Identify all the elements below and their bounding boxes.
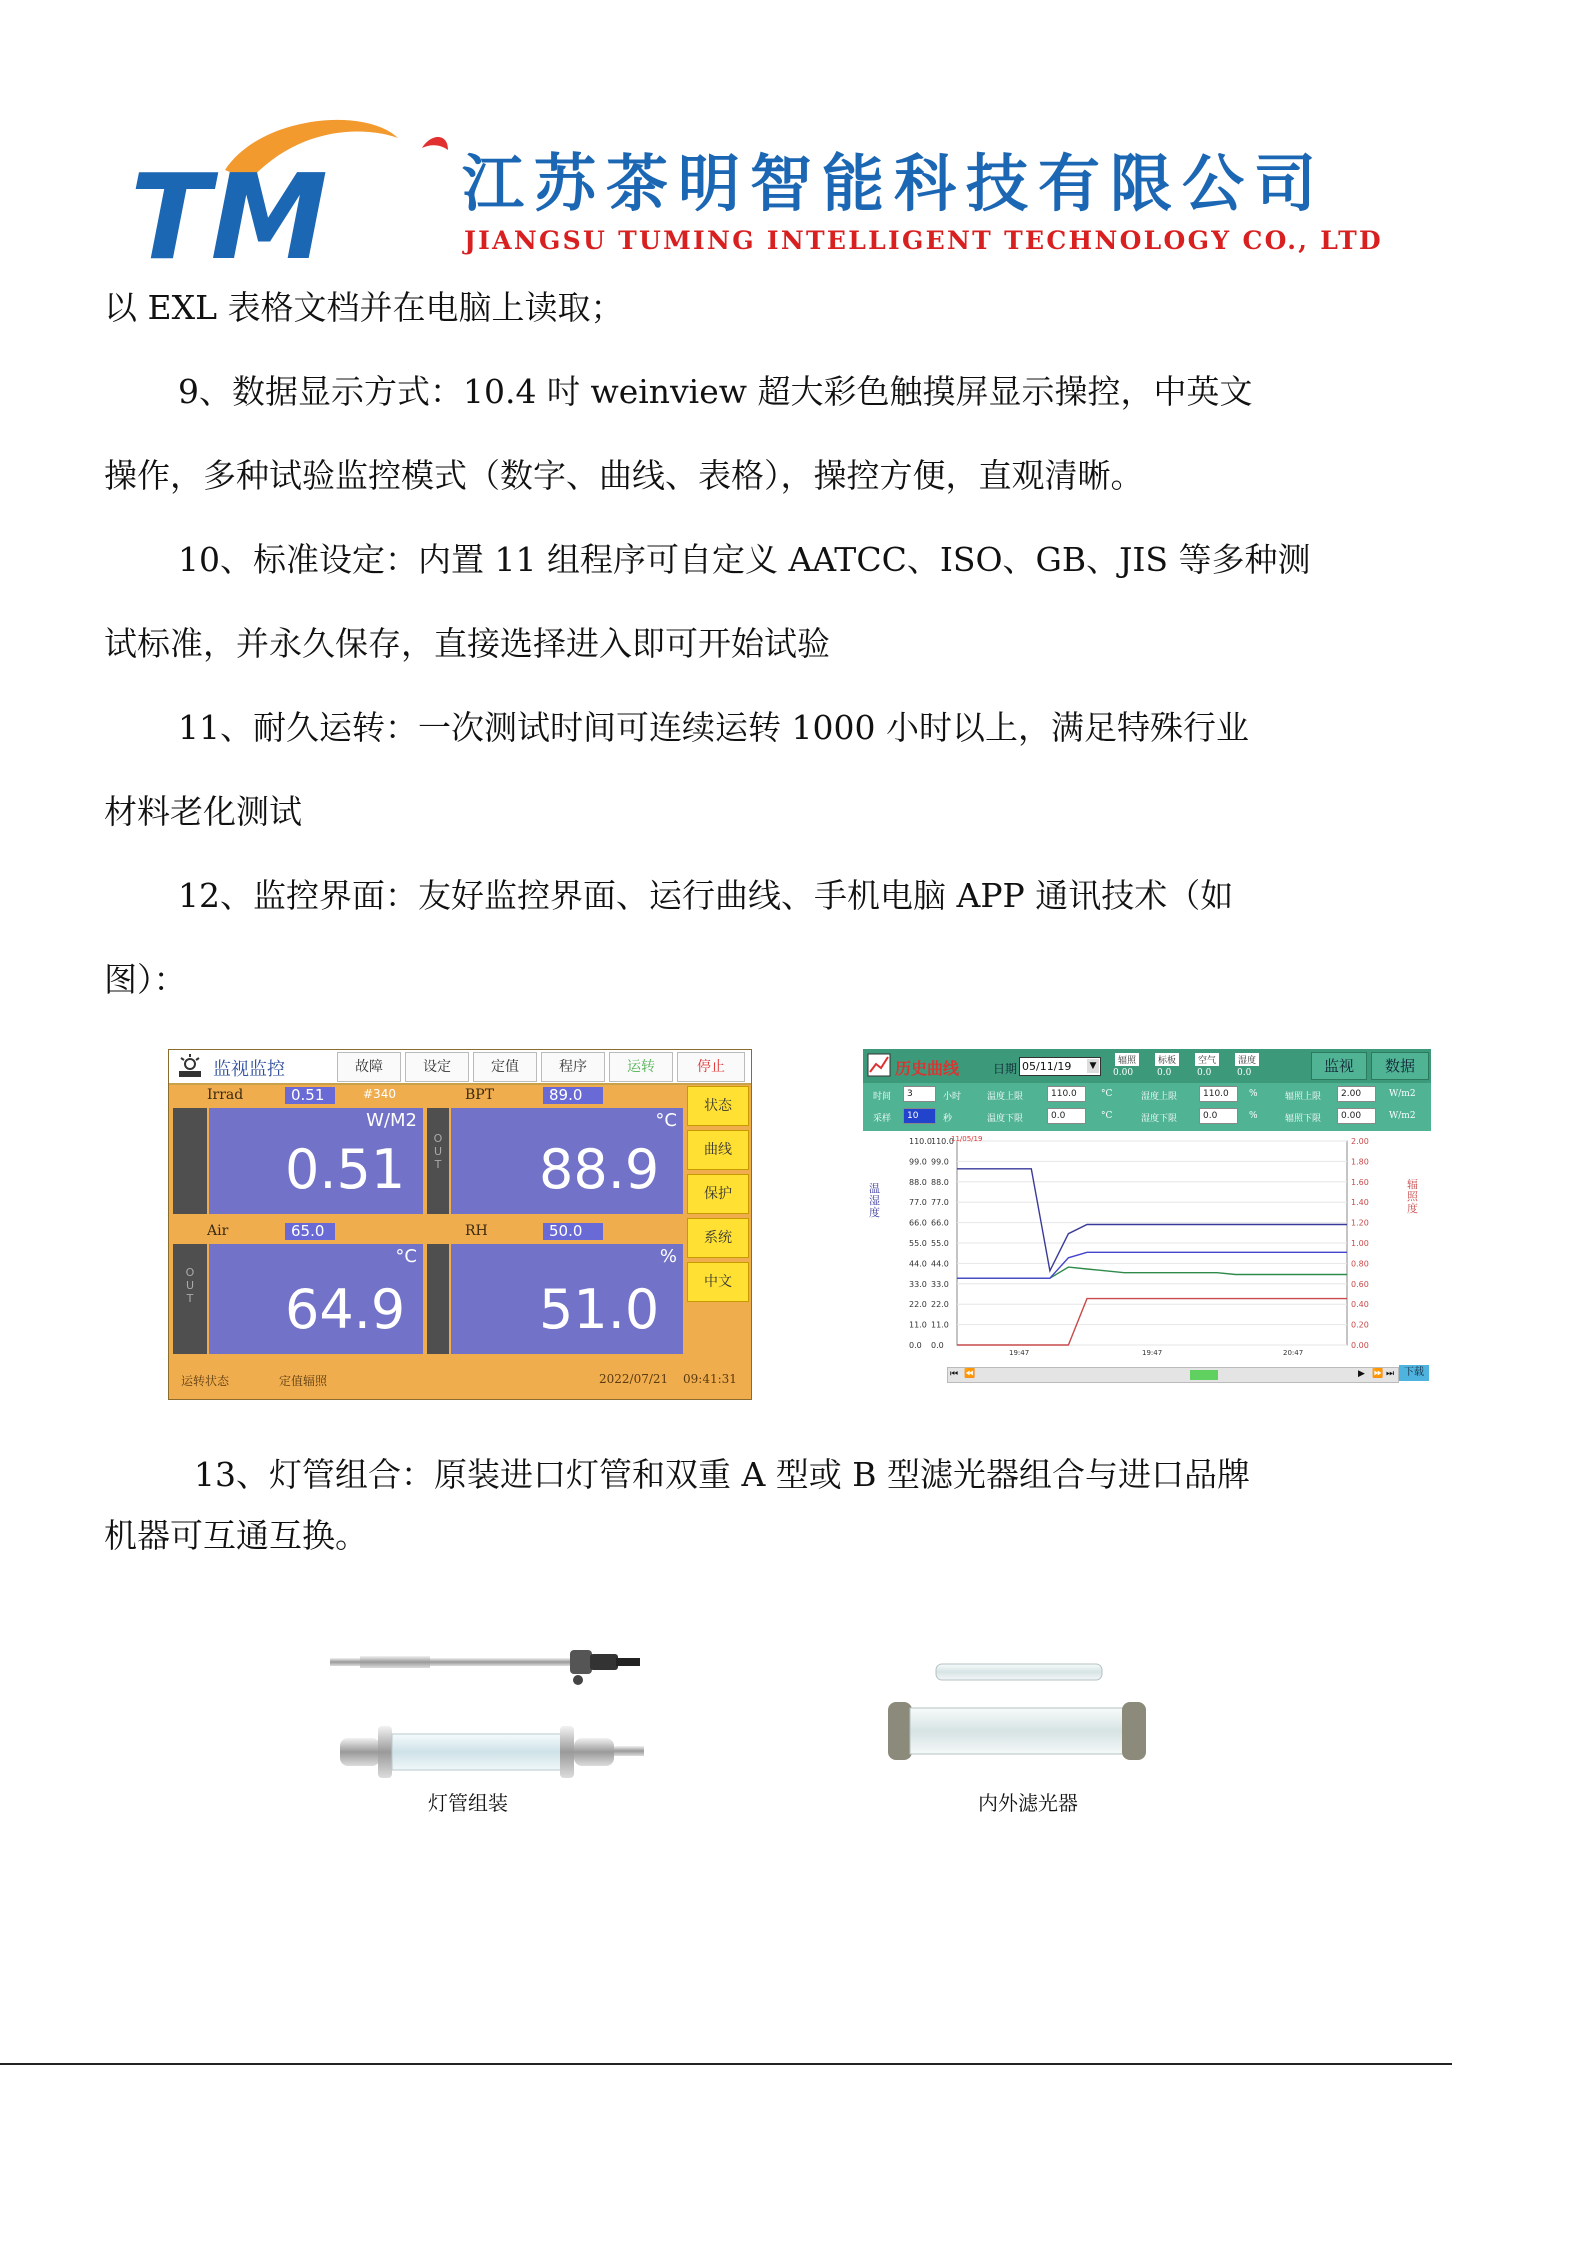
start-date-label: 11/05/19 — [951, 1135, 983, 1143]
date-label: 日期 — [993, 1062, 1018, 1076]
mini-value: 0.0 — [1197, 1068, 1212, 1078]
history-scrollbar — [947, 1367, 1399, 1383]
y-tick-label: 44.0 — [931, 1259, 949, 1269]
download-button: 下载 — [1399, 1365, 1429, 1381]
air-label: Air — [207, 1223, 229, 1239]
y2-tick-label: 1.60 — [1351, 1177, 1369, 1187]
irrad-panel — [209, 1108, 423, 1214]
y-tick-label: 33.0 — [931, 1279, 949, 1289]
mini-value: 0.0 — [1157, 1068, 1172, 1078]
air-unit: °C — [395, 1246, 417, 1267]
caption-lamp: 灯管组装 — [428, 1791, 508, 1815]
temp-hi-label: 温度上限 — [987, 1092, 1024, 1102]
scroll-thumb — [1190, 1370, 1218, 1380]
bpt-panel — [451, 1108, 683, 1214]
caption-filter: 内外滤光器 — [978, 1791, 1078, 1815]
last-icon: ⏭ — [1386, 1369, 1395, 1379]
y2-tick-label: 0.80 — [1351, 1259, 1369, 1269]
monitor-screenshot — [168, 1049, 752, 1400]
y-tick-label: 77.0 — [909, 1198, 927, 1208]
lamp-assembly-image — [320, 1628, 660, 1778]
tab-run: 运转 — [609, 1052, 673, 1082]
time-field: 3 — [903, 1086, 936, 1102]
side-status: 状态 — [687, 1086, 749, 1126]
left-axis-label: 温湿度 — [869, 1182, 880, 1219]
tab-fault: 故障 — [337, 1052, 401, 1082]
y-tick-label: 110.0 — [931, 1137, 954, 1146]
y2-tick-label: 1.40 — [1351, 1198, 1369, 1208]
y2-tick-label: 1.80 — [1351, 1157, 1369, 1167]
play-icon: ▶ — [1358, 1369, 1365, 1379]
y-tick-label: 0.0 — [931, 1341, 944, 1350]
mini-readouts — [1111, 1051, 1271, 1081]
y-tick-label: 88.0 — [931, 1177, 949, 1187]
time-label: 时间 — [873, 1092, 892, 1102]
paragraph-line: 12、监控界面：友好监控界面、运行曲线、手机电脑 APP 通讯技术（如 — [178, 876, 1234, 915]
y-tick-label: 55.0 — [931, 1239, 949, 1248]
irr-unit: W/m2 — [1389, 1089, 1416, 1099]
y-tick-label: 55.0 — [909, 1239, 927, 1248]
mini-label: 辐照 — [1115, 1053, 1139, 1066]
first-icon: ⏮ — [950, 1369, 959, 1379]
history-title: 历史曲线 — [895, 1059, 960, 1078]
bpt-value: 88.9 — [539, 1138, 660, 1201]
y2-tick-label: 0.20 — [1351, 1320, 1369, 1330]
temp-hi-field: 110.0 — [1047, 1086, 1086, 1102]
irrad-unit: W/M2 — [366, 1110, 417, 1131]
y2-tick-label: 1.00 — [1351, 1239, 1369, 1248]
air-setpoint: 65.0 — [285, 1223, 335, 1240]
irr-hi-field: 2.00 — [1337, 1086, 1376, 1102]
y-tick-label: 44.0 — [909, 1259, 927, 1269]
company-name-cn: 江苏茶明智能科技有限公司 — [462, 147, 1327, 220]
y-tick-label: 22.0 — [909, 1300, 927, 1310]
right-axis-label: 辐照度 — [1407, 1178, 1418, 1215]
status-time: 09:41:31 — [683, 1372, 737, 1386]
paragraph-line: 图）： — [104, 960, 187, 999]
paragraph-line: 材料老化测试 — [104, 792, 302, 831]
x-tick-label: 19:47 — [1142, 1349, 1163, 1357]
paragraph-line: 13、灯管组合：原装进口灯管和双重 A 型或 B 型滤光器组合与进口品牌 — [194, 1455, 1251, 1494]
irr-hi-label: 辐照上限 — [1285, 1092, 1322, 1102]
sample-field: 10 — [903, 1108, 936, 1124]
side-protect: 保护 — [687, 1174, 749, 1214]
bpt-setpoint: 89.0 — [543, 1087, 603, 1104]
air-side-text: OUT — [185, 1266, 195, 1305]
y2-tick-label: 2.00 — [1351, 1137, 1369, 1146]
tab-setpoint: 定值 — [473, 1052, 537, 1082]
monitor-button: 监视 — [1311, 1052, 1367, 1080]
hum-unit: % — [1249, 1111, 1258, 1121]
mini-label: 标板 — [1155, 1053, 1179, 1066]
y2-tick-label: 0.40 — [1351, 1300, 1369, 1310]
rh-side-strip — [427, 1244, 449, 1354]
y-tick-label: 22.0 — [931, 1300, 949, 1310]
sample-unit: 秒 — [943, 1114, 953, 1124]
hum-unit: % — [1249, 1089, 1258, 1099]
chart-icon — [867, 1053, 891, 1077]
irrad-value: 0.51 — [285, 1138, 406, 1201]
y2-tick-label: 0.60 — [1351, 1279, 1369, 1289]
x-tick-label: 20:47 — [1283, 1349, 1304, 1357]
y-tick-label: 88.0 — [909, 1177, 927, 1187]
irrad-setpoint: 0.51 — [285, 1087, 335, 1104]
y-tick-label: 99.0 — [931, 1157, 949, 1167]
history-chart — [863, 1131, 1431, 1361]
status-running: 运转状态 — [181, 1374, 230, 1388]
y-tick-label: 11.0 — [931, 1320, 949, 1330]
y-tick-label: 0.0 — [909, 1341, 922, 1350]
irrad-side-strip — [173, 1108, 207, 1214]
irrad-code: #340 — [363, 1087, 396, 1101]
irr-lo-field: 0.00 — [1337, 1108, 1376, 1124]
x-tick-label: 19:47 — [1009, 1349, 1030, 1357]
y2-tick-label: 0.00 — [1351, 1341, 1369, 1350]
hum-hi-label: 湿度上限 — [1141, 1092, 1178, 1102]
forward-icon: ⏩ — [1372, 1369, 1384, 1379]
hum-lo-field: 0.0 — [1199, 1108, 1238, 1124]
bpt-side-text: OUT — [433, 1132, 443, 1171]
logo-text: TM — [130, 148, 328, 268]
company-name-en: JIANGSU TUMING INTELLIGENT TECHNOLOGY CO., LTD — [464, 226, 1383, 255]
air-side-strip — [173, 1244, 207, 1354]
monitor-title: 监视监控 — [213, 1059, 285, 1080]
history-settings — [863, 1083, 1431, 1131]
y-tick-label: 66.0 — [931, 1218, 949, 1228]
status-mode: 定值辐照 — [279, 1374, 328, 1388]
status-date: 2022/07/21 — [599, 1372, 669, 1386]
rh-panel — [451, 1244, 683, 1354]
logo-graphic — [130, 108, 450, 268]
side-system: 系统 — [687, 1218, 749, 1258]
paragraph-line: 10、标准设定：内置 11 组程序可自定义 AATCC、ISO、GB、JIS 等多种测 — [178, 540, 1311, 579]
paragraph-line: 操作，多种试验监控模式（数字、曲线、表格），操控方便，直观清晰。 — [104, 456, 1144, 495]
bpt-unit: °C — [655, 1110, 677, 1131]
bpt-label: BPT — [465, 1087, 495, 1103]
chevron-down-icon: ▼ — [1087, 1059, 1099, 1073]
mini-value: 0.00 — [1113, 1068, 1134, 1078]
rh-value: 51.0 — [539, 1278, 660, 1341]
irrad-label: Irrad — [207, 1087, 244, 1103]
temp-lo-label: 温度下限 — [987, 1114, 1024, 1124]
hum-hi-field: 110.0 — [1199, 1086, 1238, 1102]
paragraph-line: 试标准，并永久保存，直接选择进入即可开始试验 — [104, 624, 830, 663]
paragraph-line: 以 EXL 表格文档并在电脑上读取； — [104, 288, 624, 327]
mini-label: 空气 — [1195, 1053, 1219, 1066]
rh-unit: % — [659, 1246, 677, 1267]
sun-panel-icon — [175, 1054, 205, 1078]
history-screenshot — [863, 1049, 1431, 1385]
bpt-side-strip — [427, 1108, 449, 1214]
filter-image — [880, 1660, 1160, 1770]
temp-unit: °C — [1101, 1089, 1113, 1099]
y-tick-label: 110.0 — [909, 1137, 932, 1146]
temp-unit: °C — [1101, 1111, 1113, 1121]
hum-lo-label: 湿度下限 — [1141, 1114, 1178, 1124]
air-panel — [209, 1244, 423, 1354]
mini-value: 0.0 — [1237, 1068, 1252, 1078]
date-value: 05/11/19 — [1022, 1060, 1072, 1073]
paragraph-line: 11、耐久运转：一次测试时间可连续运转 1000 小时以上，满足特殊行业 — [178, 708, 1249, 747]
company-logo — [130, 108, 450, 268]
rh-setpoint: 50.0 — [543, 1223, 603, 1240]
mini-label: 湿度 — [1235, 1053, 1259, 1066]
rh-label: RH — [465, 1223, 488, 1239]
temp-lo-field: 0.0 — [1047, 1108, 1086, 1124]
data-button: 数据 — [1371, 1052, 1429, 1080]
rewind-icon: ⏪ — [964, 1369, 976, 1379]
side-curve: 曲线 — [687, 1130, 749, 1170]
air-value: 64.9 — [285, 1278, 406, 1341]
tab-stop: 停止 — [677, 1052, 745, 1082]
irr-lo-label: 辐照下限 — [1285, 1114, 1322, 1124]
y-tick-label: 66.0 — [909, 1218, 927, 1228]
y-tick-label: 99.0 — [909, 1157, 927, 1167]
y-tick-label: 77.0 — [931, 1198, 949, 1208]
paragraph-line: 9、数据显示方式：10.4 吋 weinview 超大彩色触摸屏显示操控，中英文 — [178, 372, 1253, 411]
y-tick-label: 33.0 — [909, 1279, 927, 1289]
sample-label: 采样 — [873, 1114, 892, 1124]
time-unit: 小时 — [943, 1092, 962, 1102]
monitor-toolbar — [169, 1050, 751, 1085]
side-chinese: 中文 — [687, 1262, 749, 1302]
date-select — [1019, 1057, 1101, 1076]
y2-tick-label: 1.20 — [1351, 1218, 1369, 1228]
tab-program: 程序 — [541, 1052, 605, 1082]
footer-rule — [0, 2063, 1452, 2065]
tab-settings: 设定 — [405, 1052, 469, 1082]
irr-unit: W/m2 — [1389, 1111, 1416, 1121]
y-tick-label: 11.0 — [909, 1320, 927, 1330]
paragraph-line: 机器可互通互换。 — [104, 1516, 368, 1555]
history-toolbar — [863, 1049, 1431, 1083]
